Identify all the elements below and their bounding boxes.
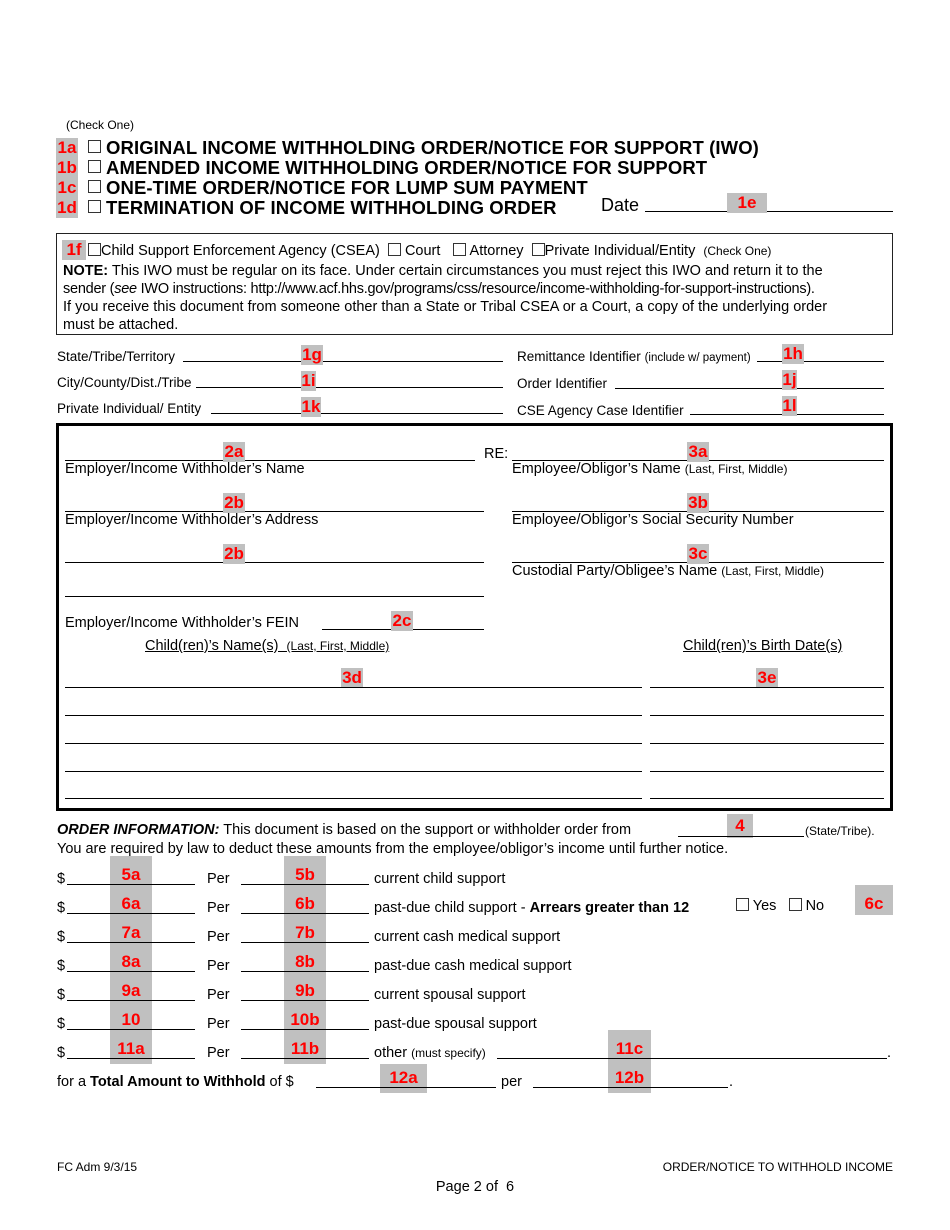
other-label: other xyxy=(374,1045,408,1061)
field-tag-2a: 2a xyxy=(224,442,244,461)
child-name-field-3[interactable] xyxy=(65,743,642,744)
option-label: ORIGINAL INCOME WITHHOLDING ORDER/NOTICE FOR SUPPORT (IWO) xyxy=(106,137,759,158)
state-tribe-suffix: (State/Tribe). xyxy=(805,824,875,838)
field-tag-11a: 11a xyxy=(117,1039,145,1058)
note-see: see xyxy=(114,281,137,297)
child-name-field-1[interactable] xyxy=(65,687,642,688)
field-tag-3b: 3b xyxy=(688,493,708,512)
children-names-label: Child(ren)’s Name(s) xyxy=(145,638,279,654)
per-label: Per xyxy=(207,987,230,1003)
field-tag-2c: 2c xyxy=(392,611,412,630)
order-info-text: This document is based on the support or withholder order from xyxy=(219,822,632,838)
row-desc-past-due-cash-medical: past-due cash medical support xyxy=(374,958,572,974)
note-label: NOTE: xyxy=(63,263,109,279)
checkbox-original[interactable] xyxy=(88,140,101,153)
per-label: Per xyxy=(207,1016,230,1032)
total-amount-label xyxy=(57,1074,294,1090)
child-name-field-2[interactable] xyxy=(65,715,642,716)
total-pre: for a xyxy=(57,1074,91,1090)
date-label: Date xyxy=(601,195,640,215)
dollar-sign: $ xyxy=(57,1016,66,1032)
option-label: ONE-TIME ORDER/NOTICE FOR LUMP SUM PAYMENT xyxy=(106,177,588,198)
dollar-sign: $ xyxy=(57,1045,66,1061)
checkbox-attorney[interactable] xyxy=(453,243,466,256)
employer-address-line2-field[interactable] xyxy=(65,562,484,563)
note-line-1: This IWO must be regular on its face. Under certain circumstances you must reject this IWO and return it to the xyxy=(108,263,823,279)
note-line-2-pre: sender ( xyxy=(63,281,115,297)
field-tag-3e: 3e xyxy=(757,668,777,687)
field-tag-1e: 1e xyxy=(727,193,767,213)
per-label: Per xyxy=(207,1045,230,1061)
dollar-sign: $ xyxy=(57,900,66,916)
state-tribe-territory-label: State/Tribe/Territory xyxy=(57,349,176,364)
field-tag-6a: 6a xyxy=(121,894,141,913)
custodial-name-sub: (Last, First, Middle) xyxy=(721,564,824,578)
order-info-line-2: You are required by law to deduct these amounts from the employee/obligor’s income until further notice. xyxy=(57,841,729,857)
remittance-identifier-field[interactable] xyxy=(757,361,884,362)
field-tag-3d: 3d xyxy=(342,668,362,687)
field-tag-1l: 1l xyxy=(782,396,797,415)
checkbox-csea[interactable] xyxy=(88,243,101,256)
state-tribe-territory-field[interactable] xyxy=(183,361,503,362)
child-name-field-4[interactable] xyxy=(65,771,642,772)
arrears-yes-label: Yes xyxy=(752,898,777,914)
children-dob-header: Child(ren)’s Birth Date(s) xyxy=(683,638,843,654)
field-tag-11c: 11c xyxy=(615,1039,644,1058)
per-label: Per xyxy=(207,929,230,945)
option-label: TERMINATION OF INCOME WITHHOLDING ORDER xyxy=(106,197,557,218)
total-bold: Total Amount to Withhold xyxy=(90,1074,266,1090)
checkbox-arrears-no[interactable] xyxy=(789,898,802,911)
field-tag-9a: 9a xyxy=(121,981,141,1000)
sender-option-attorney: Attorney xyxy=(469,243,524,259)
sender-option-court: Court xyxy=(404,243,441,259)
employer-fein-label: Employer/Income Withholder’s FEIN xyxy=(65,615,299,631)
field-tag-11b: 11b xyxy=(290,1039,320,1058)
employee-ssn-label: Employee/Obligor’s Social Security Number xyxy=(512,512,794,528)
checkbox-private[interactable] xyxy=(532,243,545,256)
row-desc-past-due-child-support xyxy=(374,900,689,916)
field-tag-9b: 9b xyxy=(295,981,315,1000)
other-specify-field[interactable] xyxy=(497,1058,887,1059)
custodial-name-label xyxy=(512,563,824,579)
checkbox-termination[interactable] xyxy=(88,200,101,213)
field-tag-8a: 8a xyxy=(121,952,141,971)
child-dob-field-5[interactable] xyxy=(650,798,884,799)
field-tag-1j: 1j xyxy=(782,370,797,389)
re-label: RE: xyxy=(484,446,509,462)
employer-address-label: Employer/Income Withholder’s Address xyxy=(65,512,319,528)
per-label: Per xyxy=(207,958,230,974)
per-label: Per xyxy=(207,900,230,916)
field-tag-10: 10 xyxy=(121,1010,141,1029)
field-tag-7a: 7a xyxy=(121,923,141,942)
custodial-name-label-text: Custodial Party/Obligee’s Name xyxy=(512,563,718,579)
remittance-sub: (include w/ payment) xyxy=(644,352,751,364)
field-tag-1d: 1d xyxy=(57,198,77,217)
page-number: Page 2 of 6 xyxy=(435,1179,515,1195)
remittance-label-text: Remittance Identifier xyxy=(517,349,641,364)
field-tag-1b: 1b xyxy=(57,158,77,177)
note-line-3: If you receive this document from someone other than a State or Tribal CSEA or a Court, a copy of the underlying order xyxy=(63,299,828,315)
row-desc-other xyxy=(374,1045,486,1061)
total-per-label: per xyxy=(501,1074,522,1090)
child-dob-field-3[interactable] xyxy=(650,743,884,744)
sender-check-one: (Check One) xyxy=(703,244,772,258)
order-identifier-field[interactable] xyxy=(615,388,884,389)
note-line-4: must be attached. xyxy=(63,317,179,333)
field-tag-3a: 3a xyxy=(688,442,708,461)
note-line-2-post: IWO instructions: http://www.acf.hhs.gov/programs/css/resource/income-withholding-for-support-instructions). xyxy=(136,281,815,297)
sender-option-csea: Child Support Enforcement Agency (CSEA) xyxy=(101,243,380,259)
option-label: AMENDED INCOME WITHHOLDING ORDER/NOTICE FOR SUPPORT xyxy=(106,157,708,178)
arrears-bold-text: Arrears greater than 12 xyxy=(529,900,690,916)
date-field[interactable] xyxy=(645,211,893,212)
child-name-field-5[interactable] xyxy=(65,798,642,799)
field-tag-1g: 1g xyxy=(302,345,322,364)
case-identifier-label: CSE Agency Case Identifier xyxy=(517,403,684,418)
field-tag-5a: 5a xyxy=(121,865,141,884)
row-desc-text: past-due child support - xyxy=(374,900,530,916)
private-entity-label: Private Individual/ Entity xyxy=(57,401,202,416)
field-tag-10b: 10b xyxy=(290,1010,320,1029)
city-county-label: City/County/Dist./Tribe xyxy=(57,375,192,390)
employer-name-label: Employer/Income Withholder’s Name xyxy=(65,461,305,477)
children-names-header xyxy=(145,638,389,654)
order-info-heading: ORDER INFORMATION: xyxy=(57,822,220,838)
child-dob-field-2[interactable] xyxy=(650,715,884,716)
form-id: FC Adm 9/3/15 xyxy=(57,1160,138,1174)
field-tag-1a: 1a xyxy=(57,138,77,157)
other-must-specify: (must specify) xyxy=(411,1046,486,1060)
total-period: . xyxy=(729,1074,734,1090)
dollar-sign: $ xyxy=(57,929,66,945)
checkbox-amended[interactable] xyxy=(88,160,101,173)
field-tag-8b: 8b xyxy=(295,952,315,971)
field-tag-12a: 12a xyxy=(389,1068,418,1087)
field-tag-1c: 1c xyxy=(57,178,77,197)
field-tag-1f: 1f xyxy=(62,240,86,260)
field-tag-6c: 6c xyxy=(864,894,884,913)
order-state-field[interactable] xyxy=(678,836,804,837)
field-tag-12b: 12b xyxy=(614,1068,645,1087)
dollar-sign: $ xyxy=(57,871,66,887)
sender-option-private: Private Individual/Entity xyxy=(544,243,696,259)
employer-address-line3-field[interactable] xyxy=(65,596,484,597)
child-dob-field-4[interactable] xyxy=(650,771,884,772)
dollar-sign: $ xyxy=(57,958,66,974)
order-info-line-1 xyxy=(57,822,631,838)
per-label: Per xyxy=(207,871,230,887)
footer-title: ORDER/NOTICE TO WITHHOLD INCOME xyxy=(662,1160,893,1174)
dollar-sign: $ xyxy=(57,987,66,1003)
field-tag-2b-line2: 2b xyxy=(224,544,244,563)
field-tag-1k: 1k xyxy=(301,397,321,416)
field-tag-5b: 5b xyxy=(295,865,315,884)
row-desc-current-spousal: current spousal support xyxy=(374,987,526,1003)
field-tag-1i: 1i xyxy=(301,371,316,390)
child-dob-field-1[interactable] xyxy=(650,687,884,688)
private-entity-field[interactable] xyxy=(211,413,503,414)
field-tag-1h: 1h xyxy=(783,344,803,363)
checkbox-arrears-yes[interactable] xyxy=(736,898,749,911)
row-desc-past-due-spousal: past-due spousal support xyxy=(374,1016,537,1032)
checkbox-one-time[interactable] xyxy=(88,180,101,193)
checkbox-court[interactable] xyxy=(388,243,401,256)
city-county-field[interactable] xyxy=(196,387,503,388)
other-period: . xyxy=(887,1045,892,1061)
field-tag-2b: 2b xyxy=(224,493,244,512)
field-tag-6b: 6b xyxy=(295,894,315,913)
arrears-options xyxy=(736,898,824,914)
row-desc-current-cash-medical: current cash medical support xyxy=(374,929,561,945)
employee-name-label xyxy=(512,461,787,477)
field-tag-7b: 7b xyxy=(295,923,315,942)
employee-name-label-text: Employee/Obligor’s Name xyxy=(512,461,681,477)
check-one-label: (Check One) xyxy=(66,118,135,132)
row-desc-current-child-support: current child support xyxy=(374,871,506,887)
arrears-no-label: No xyxy=(805,898,825,914)
total-post: of $ xyxy=(265,1074,294,1090)
remittance-identifier-label xyxy=(517,349,751,364)
children-names-sub: (Last, First, Middle) xyxy=(286,639,390,653)
employee-name-sub: (Last, First, Middle) xyxy=(684,462,788,476)
order-identifier-label: Order Identifier xyxy=(517,376,608,391)
field-tag-4: 4 xyxy=(735,816,745,835)
field-tag-3c: 3c xyxy=(688,544,708,563)
note-text xyxy=(63,262,827,334)
